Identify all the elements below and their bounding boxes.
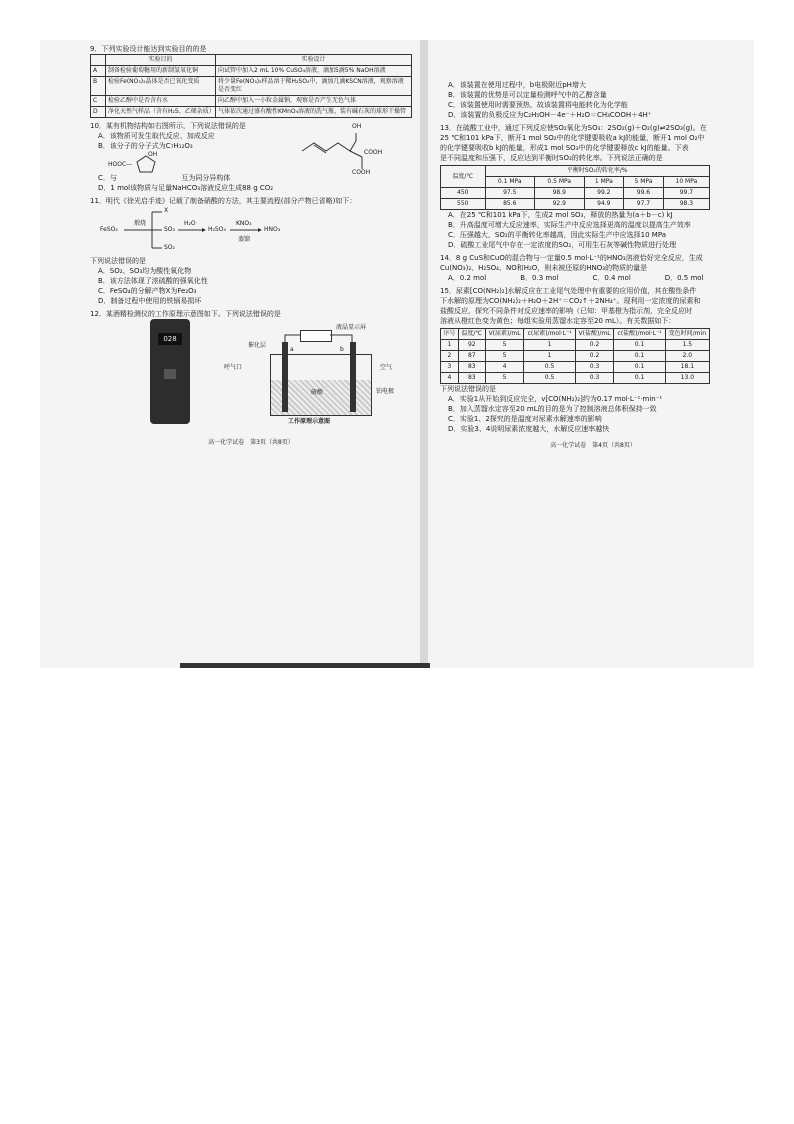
table-row [441, 373, 710, 384]
q13-header-p5: 10 MPa [663, 177, 709, 188]
flow-hno3: HNO₃ [264, 226, 281, 233]
flow-feso4: FeSO₄ [100, 226, 118, 233]
q15-cell: 83 [458, 373, 485, 384]
table-row [441, 351, 710, 362]
page-4-footer: 高一化学试卷 第4页（共8页） [550, 442, 636, 449]
table-row [91, 77, 412, 96]
q13-cell: 99.7 [663, 188, 709, 199]
q14-option-d: D．0.5 mol [664, 274, 704, 282]
q13-cell: 97.5 [485, 188, 535, 199]
q11-option-b: B．该方法体现了浓硫酸的强氧化性 [98, 277, 208, 285]
q9-header-purpose: 实验目的 [106, 55, 216, 66]
flow-distill: 蒸馏 [238, 236, 251, 243]
q15-cell: 2 [441, 351, 459, 362]
q15-cell: 4 [441, 373, 459, 384]
q15-cell: 5 [485, 340, 524, 351]
q9-row-a-purpose: 制备检验葡萄糖用的新制氢氧化铜 [106, 66, 216, 77]
table-row [441, 362, 710, 373]
q11-stem: 11．明代《徐光启手迹》记载了制备硝酸的方法，其主要流程(部分产物已省略)如下： [90, 197, 357, 205]
q10-option-b: B．该分子的分子式为C₇H₁₂O₃ [98, 142, 193, 150]
q9-row-c-purpose: 检验乙醇中是否含有水 [106, 96, 216, 107]
q11-option-d: D．制备过程中使用的铁锅易损坏 [98, 297, 202, 305]
q15-cell: 5 [485, 351, 524, 362]
q10-stem: 10．某有机物结构如右图所示，下列说法错误的是 [90, 122, 246, 130]
table-row [91, 55, 412, 66]
q13-option-b: B．升高温度可增大反应速率，实际生产中反应选择更高的温度以提高生产效率 [448, 221, 691, 229]
q15-line-3: 盐酸反应，探究不同条件对反应速率的影响（已知：甲基橙为指示剂，完全反应时 [440, 307, 692, 315]
diagram-caption: 工作原理示意图 [288, 418, 331, 425]
q15-cell: 3 [441, 362, 459, 373]
q15-header: 序号 [441, 329, 459, 340]
cyclopentane-ring-icon [136, 155, 156, 173]
exam-page-3 [40, 40, 420, 668]
q15-header: 温度/℃ [458, 329, 485, 340]
q13-line-3: 的化学键要吸收b kJ的能量，形成1 mol SO₃中的化学键要释放c kJ的能量。下表 [440, 144, 689, 152]
q15-cell: 0.1 [614, 351, 665, 362]
breathalyzer-device [150, 319, 190, 424]
flow-h2so4: H₂SO₄ [208, 226, 226, 233]
q15-line-2: 下水解的原理为CO(NH₂)₂＋H₂O＋2H⁺＝CO₂↑＋2NH₄⁺。现利用一定浓度的尿素和 [440, 297, 701, 305]
q15-cell: 0.1 [614, 362, 665, 373]
flow-so3: SO₃ [164, 226, 175, 233]
q13-header-temp: 温度/℃ [441, 166, 486, 188]
q13-cell: 550 [441, 199, 486, 210]
q13-header-p1: 0.1 MPa [485, 177, 535, 188]
q15-cell: 0.1 [614, 340, 665, 351]
q9-row-c-label: C [91, 96, 106, 107]
q14-option-a: A．0.2 mol [448, 274, 487, 282]
exam-page-4 [428, 40, 754, 668]
q13-option-a: A．在25 ℃和101 kPa下，生成2 mol SO₃，释放的热量为(a＋b－c) kJ [448, 211, 673, 219]
label-air: 空气 [380, 364, 393, 371]
q12-option-d: D．该装置的负极反应为C₂H₅OH－4e⁻＋H₂O＝CH₃COOH＋4H⁺ [448, 111, 652, 119]
q14-options [440, 273, 746, 283]
q13-cell: 97.7 [624, 199, 664, 210]
electrode-b [350, 342, 356, 412]
q9-row-d-label: D [91, 107, 106, 118]
q12-option-a: A．该装置在使用过程中，b电极附近pH增大 [448, 81, 586, 89]
q15-header: 变色时间/min [665, 329, 709, 340]
q10-molecule [300, 123, 390, 179]
label-electrode-a: a [290, 346, 294, 353]
device-reading: 028 [158, 333, 182, 345]
q15-cell: 13.0 [665, 373, 709, 384]
q9-table [90, 54, 412, 118]
q15-line-1: 15．尿素[CO(NH₂)₂]水解反应在工业尾气处理中有重要的应用价值，其在酸性条件 [440, 287, 697, 295]
q13-cell: 450 [441, 188, 486, 199]
struct1-hooc-label: HOOC— [108, 161, 133, 168]
q15-header: c(盐酸)/mol·L⁻¹ [614, 329, 665, 340]
q15-cell: 1 [441, 340, 459, 351]
q13-option-c: C．压强越大，SO₂的平衡转化率越高，因此实际生产中应选择10 MPa [448, 231, 667, 239]
label-display: 液晶显示屏 [336, 324, 367, 331]
q14-option-c: C．0.4 mol [592, 274, 631, 282]
struct1-oh-label: OH [148, 151, 158, 158]
q15-cell: 87 [458, 351, 485, 362]
q15-cell: 18.1 [665, 362, 709, 373]
label-electrode-b: b [340, 346, 344, 353]
q13-cell: 98.9 [535, 188, 585, 199]
q13-cell: 99.6 [624, 188, 664, 199]
table-row [441, 166, 710, 177]
table-row [441, 329, 710, 340]
q10-option-c-pre: C．与 [98, 174, 117, 182]
table-row [91, 107, 412, 118]
q9-row-d-design: 气体依次通过盛有酸性KMnO₄溶液的洗气瓶、装有碱石灰的球形干燥管 [216, 107, 412, 118]
q15-cell: 4 [485, 362, 524, 373]
q15-cell: 83 [458, 362, 485, 373]
table-row [441, 188, 710, 199]
q15-cell: 0.5 [524, 373, 575, 384]
q15-cell: 0.5 [524, 362, 575, 373]
q14-line-1: 14．8 g CuS和CuO的混合物与一定量0.5 mol·L⁻¹的HNO₃溶液恰好完全反应，生成 [440, 254, 703, 262]
q10-option-c-post: 互为同分异构体 [181, 174, 231, 182]
label-acid: 硫酸 [311, 389, 324, 396]
q13-header-p2: 0.5 MPa [535, 177, 585, 188]
page-3-footer: 高一化学试卷 第3页（共8页） [208, 439, 294, 446]
q9-row-a-design: 向试管中加入2 mL 10% CuSO₄溶液，滴加5滴5% NaOH溶液 [216, 66, 412, 77]
q10-option-a: A．该物质可发生取代反应、加成反应 [98, 132, 215, 140]
molecule-cooh-bottom: COOH [352, 169, 371, 176]
q9-row-a-label: A [91, 66, 106, 77]
q9-row-b-label: B [91, 77, 106, 96]
label-breath-inlet: 呼气口 [224, 364, 243, 371]
q15-option-b: B．加入蒸馏水定容至20 mL的目的是为了控制溶液总体积保持一致 [448, 405, 657, 413]
q13-line-2: 25 ℃和101 kPa下，断开1 mol SO₂中的化学键要吸收a kJ的能量，断开1 mol O₂中 [440, 134, 705, 142]
table-row [441, 340, 710, 351]
q15-header: c(尿素)/mol·L⁻¹ [524, 329, 575, 340]
q12-stem: 12．某酒精检测仪的工作原理示意图如下。下列说法错误的是 [90, 310, 281, 318]
q15-cell: 2.0 [665, 351, 709, 362]
scan-shadow [180, 663, 430, 668]
q15-option-a: A．实验1从开始到反应完全，v[CO(NH₂)₂]约为0.17 mol·L⁻¹·min⁻¹ [448, 395, 663, 403]
q15-line-4: 溶液从橙红色变为黄色；每组实验用蒸馏水定容至20 mL）。有关数据如下： [440, 317, 676, 325]
flow-so2: SO₂ [164, 244, 175, 251]
q9-header-design: 实验设计 [216, 55, 412, 66]
q15-table [440, 328, 710, 384]
q14-line-2: Cu(NO₃)₂、H₂SO₄、NO和H₂O，则未被还原的HNO₃的物质的量是 [440, 264, 648, 272]
table-row [91, 66, 412, 77]
q15-lead: 下列说法错误的是 [440, 385, 496, 393]
q13-line-4: 是不同温度和压强下，反应达到平衡时SO₂的转化率。下列说法正确的是 [440, 154, 663, 162]
q13-table [440, 165, 710, 210]
q15-option-d: D．实验3、4说明尿素浓度越大，水解反应速率越快 [448, 425, 610, 433]
q13-header-group: 平衡时SO₂的转化率/% [485, 166, 710, 177]
q13-cell: 94.9 [584, 199, 624, 210]
q11-option-c: C．FeSO₄的分解产物X为Fe₂O₃ [98, 287, 197, 295]
flow-calcine: 煅烧 [134, 220, 147, 227]
q11-option-a: A．SO₂、SO₃均为酸性氧化物 [98, 267, 192, 275]
flow-x: X [164, 207, 169, 214]
q9-row-c-design: 向乙醇中加入一小粒金属钠，观察是否产生无色气体 [216, 96, 412, 107]
scanned-exam-sheet [40, 40, 754, 668]
q15-cell: 92 [458, 340, 485, 351]
flow-water: H₂O [184, 220, 196, 227]
molecule-oh-label: OH [352, 123, 362, 130]
q15-cell: 5 [485, 373, 524, 384]
device-button-icon [164, 369, 176, 379]
table-row [441, 199, 710, 210]
flow-kno3: KNO₃ [236, 220, 252, 227]
q14-option-b: B．0.3 mol [520, 274, 559, 282]
label-catalyst: 催化层 [248, 342, 267, 349]
q15-cell: 0.1 [614, 373, 665, 384]
q15-header: V(尿素)/mL [485, 329, 524, 340]
q15-header: V(盐酸)/mL [575, 329, 614, 340]
q13-cell: 99.2 [584, 188, 624, 199]
q9-row-d-purpose: 净化天然气样品（含有H₂S、乙烯杂质） [106, 107, 216, 118]
q15-option-c: C．实验1、2探究的是温度对尿素水解速率的影响 [448, 415, 602, 423]
q11-lead: 下列说法错误的是 [90, 257, 146, 265]
fuel-cell-diagram [224, 324, 400, 425]
q15-cell: 0.2 [575, 351, 614, 362]
label-platinum: 铂电极 [376, 388, 395, 395]
q13-option-d: D．硫酸工业尾气中存在一定浓度的SO₂，可用生石灰等碱性物质进行处理 [448, 241, 677, 249]
q15-cell: 1.5 [665, 340, 709, 351]
q13-cell: 85.6 [485, 199, 535, 210]
molecule-cooh-top: COOH [364, 149, 383, 156]
table-row [91, 96, 412, 107]
q15-cell: 0.2 [575, 340, 614, 351]
page-gutter [420, 40, 428, 668]
q10-option-d: D．1 mol该物质与足量NaHCO₃溶液反应生成88 g CO₂ [98, 184, 274, 192]
q15-cell: 1 [524, 340, 575, 351]
q13-header-p3: 1 MPa [584, 177, 624, 188]
q9-row-b-purpose: 检验Fe(NO₃)₂晶体是否已氧化变质 [106, 77, 216, 96]
q12-option-b: B．该装置的优势是可以定量检测呼气中的乙醇含量 [448, 91, 607, 99]
electrode-a [282, 342, 288, 412]
q15-cell: 0.3 [575, 362, 614, 373]
q13-header-p4: 5 MPa [624, 177, 664, 188]
q15-cell: 1 [524, 351, 575, 362]
q13-cell: 98.3 [663, 199, 709, 210]
q11-flow-diagram [90, 206, 412, 256]
q13-line-1: 13．在硫酸工业中，通过下列反应使SO₂氧化为SO₃：2SO₂(g)＋O₂(g)⇌2SO₃(g)。在 [440, 124, 707, 132]
q13-cell: 92.9 [535, 199, 585, 210]
q12-figures [90, 319, 412, 431]
q12-option-c: C．该装置使用时需要预热，故该装置将电能转化为化学能 [448, 101, 628, 109]
q15-cell: 0.3 [575, 373, 614, 384]
q9-row-b-design: 将少量Fe(NO₃)₂样品溶于稀H₂SO₄中，滴加几滴KSCN溶液，观察溶液是否变红 [216, 77, 412, 96]
q9-stem: 9．下列实验设计能达到实验目的的是 [90, 45, 207, 53]
q9-header-blank [91, 55, 106, 66]
